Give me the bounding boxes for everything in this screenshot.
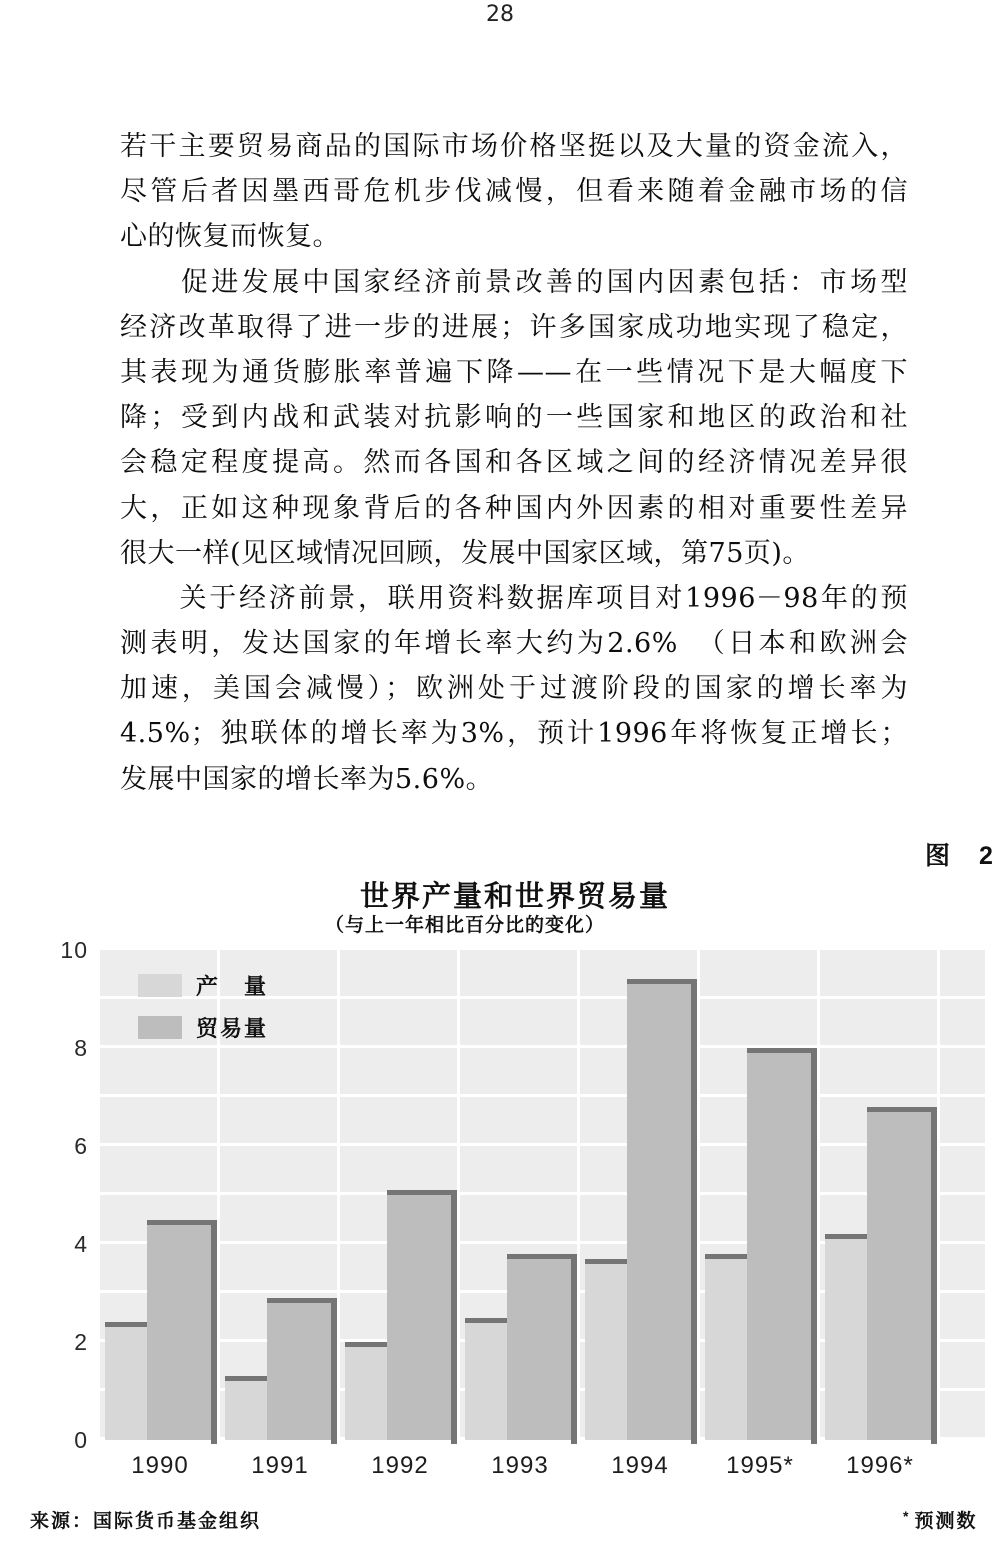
body-line: 测表明，发达国家的年增长率大约为2.6% （日本和欧洲会 [120,628,908,660]
chart-source: 来源：国际货币基金组织 [30,1511,262,1532]
body-line: 4.5%；独联体的增长率为3%，预计1996年将恢复正增长； [120,718,908,750]
x-axis-tick: 1991 [251,1452,309,1479]
body-line: 心的恢复而恢复。 [120,221,340,253]
bar-group-1991 [220,950,340,1440]
body-line: 尽管后者因墨西哥危机步伐减慢，但看来随着金融市场的信 [120,176,908,208]
body-text [120,124,908,802]
x-axis-tick: 1996* [846,1452,914,1479]
figure-label: 图 2 [925,842,995,870]
body-line: 大，正如这种现象背后的各种国内外因素的相对重要性差异 [120,492,908,524]
body-line: 促进发展中国家经济前景改善的国内因素包括：市场型 [120,266,908,298]
bar-trade-1996 [867,1107,931,1440]
y-axis-tick: 10 [60,937,88,963]
bar-group-1995 [700,950,820,1440]
y-axis-tick: 0 [74,1427,88,1453]
y-axis-tick: 8 [74,1035,88,1061]
plot-area [100,950,985,1440]
chart-subtitle: （与上一年相比百分比的变化） [324,915,605,936]
body-line: 加速，美国会减慢）；欧洲处于过渡阶段的国家的增长率为 [120,673,908,705]
x-axis-tick: 1992 [371,1452,429,1479]
body-line: 关于经济前景，联用资料数据库项目对1996－98年的预 [120,582,908,614]
bar-output-1994 [585,1259,627,1440]
body-line: 会稳定程度提高。然而各国和各区域之间的经济情况差异很 [120,447,908,479]
x-axis-tick: 1994 [611,1452,669,1479]
x-axis-tick: 1993 [491,1452,549,1479]
x-axis-tick: 1990 [131,1452,189,1479]
body-line: 若干主要贸易商品的国际市场价格坚挺以及大量的资金流入， [120,131,908,162]
bar-output-1990 [105,1322,147,1440]
bar-output-1996 [825,1234,867,1440]
bar-trade-1994 [627,979,691,1440]
y-axis-tick: 6 [74,1133,88,1159]
x-axis-tick: 1995* [726,1452,794,1479]
bar-group-1993 [460,950,580,1440]
bar-group-1990 [100,950,220,1440]
bar-group-1994 [580,950,700,1440]
bar-group-1996 [820,950,940,1440]
body-line: 其表现为通货膨胀率普遍下降——在一些情况下是大幅度下 [120,356,908,388]
chart-title: 世界产量和世界贸易量 [359,881,670,913]
bar-trade-1993 [507,1254,571,1440]
body-line: 发展中国家的增长率为5.6%。 [120,763,494,795]
bar-trade-1991 [267,1298,331,1440]
bar-trade-1992 [387,1190,451,1440]
body-line: 经济改革取得了进一步的进展；许多国家成功地实现了稳定， [120,311,908,343]
y-axis-tick: 4 [74,1231,88,1257]
y-axis-tick: 2 [74,1329,88,1355]
bar-output-1992 [345,1342,387,1440]
footnote-asterisk: * [903,1508,911,1524]
page-number: 28 [486,2,514,27]
legend-label-trade: 贸易量 [196,1016,269,1041]
chart-footnote [903,1506,1000,1533]
bar-output-1995 [705,1254,747,1440]
bar-output-1993 [465,1318,507,1441]
bar-trade-1995 [747,1048,811,1440]
bar-output-1991 [225,1376,267,1440]
bar-trade-1990 [147,1220,211,1441]
body-line: 降；受到内战和武装对抗影响的一些国家和地区的政治和社 [120,402,908,434]
bar-group-1992 [340,950,460,1440]
legend-label-output: 产 量 [196,974,269,999]
world-output-trade-chart [0,938,1000,1498]
footnote-text: 预测数 [914,1511,978,1532]
body-line: 很大一样(见区域情况回顾，发展中国家区域，第75页)。 [120,537,810,569]
